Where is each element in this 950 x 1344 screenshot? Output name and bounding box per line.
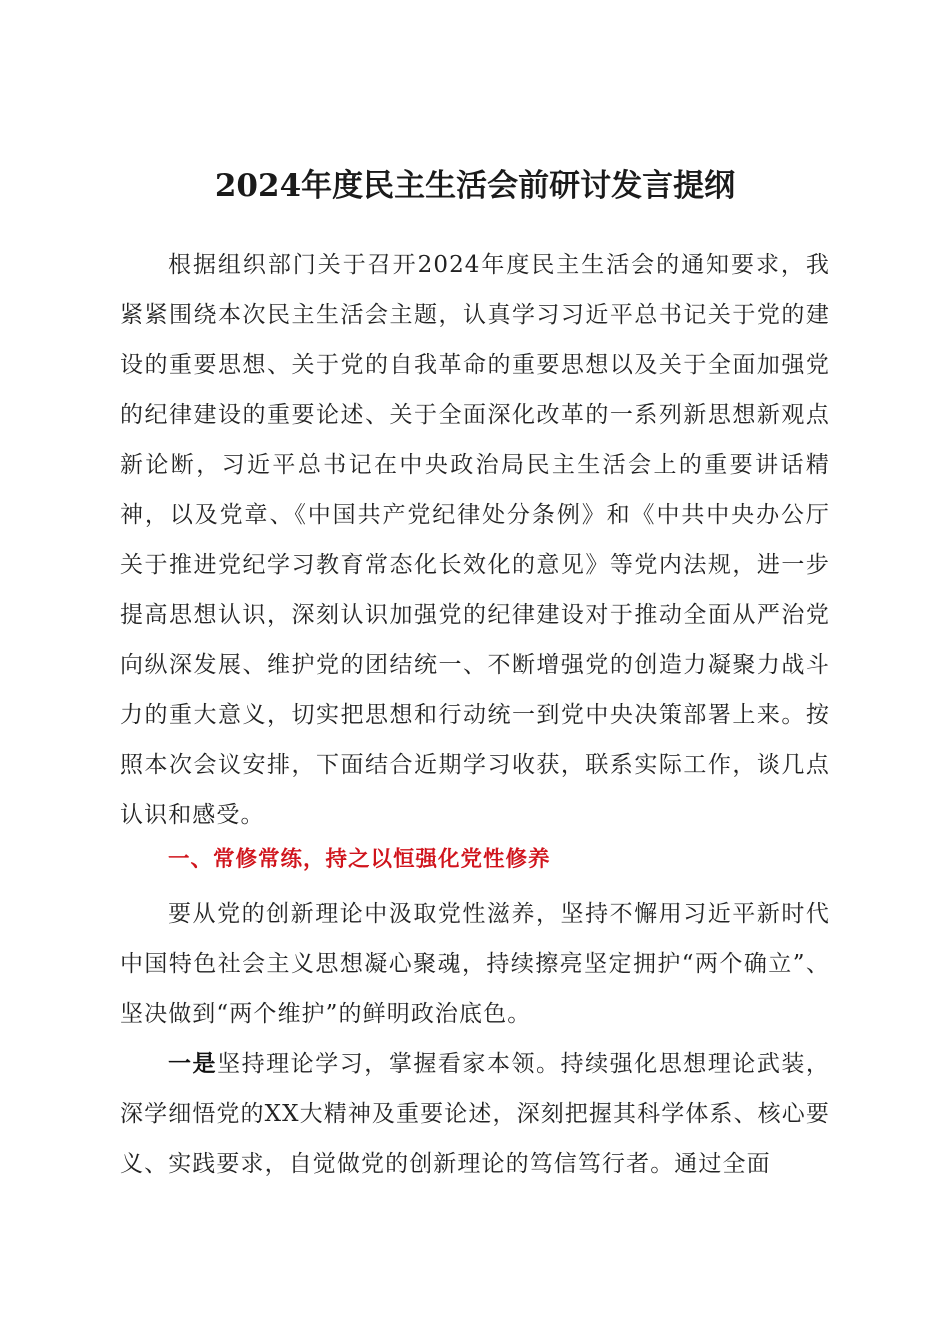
section-intro-paragraph: 要从党的创新理论中汲取党性滋养，坚持不懈用习近平新时代中国特色社会主义思想凝心聚魂，持续擦亮坚定拥护“两个确立”、坚决做到“两个维护”的鲜明政治底色。 <box>120 901 830 1027</box>
point-lead: 一是 <box>168 1051 218 1077</box>
document-title: 2024年度民主生活会前研讨发言提纲 <box>214 168 736 204</box>
section-heading: 一、常修常练，持之以恒强化党性修养 <box>168 847 551 872</box>
intro-paragraph: 根据组织部门关于召开2024年度民主生活会的通知要求，我紧紧围绕本次民主生活会主题，认真学习习近平总书记关于党的建设的重要思想、关于党的自我革命的重要思想以及关于全面加强党的纪律建设的重要论述、关于全面深化改革的一系列新思想新观点新论断，习近平总书记在中央政治局民主生活会上的重要讲话精神，以及党章、《中国共产党纪律处分条例》和《中共中央办公厅关于推进党纪学习教育常态化长效化的意见》等党内法规，进一步提高思想认识，深刻认识加强党的纪律建设对于推动全面从严治党向纵深发展、维护党的团结统一、不断增强党的创造力凝聚力战斗力的重大意义，切实把思想和行动统一到党中央决策部署上来。按照本次会议安排，下面结合近期学习收获，联系实际工作，谈几点认识和感受。 <box>120 252 830 828</box>
point-paragraph <box>120 1039 830 1189</box>
point-text: 坚持理论学习，掌握看家本领。持续强化思想理论武装，深学细悟党的XX大精神及重要论述，深刻把握其科学体系、核心要义、实践要求，自觉做党的创新理论的笃信笃行者。通过全面 <box>120 1051 831 1177</box>
